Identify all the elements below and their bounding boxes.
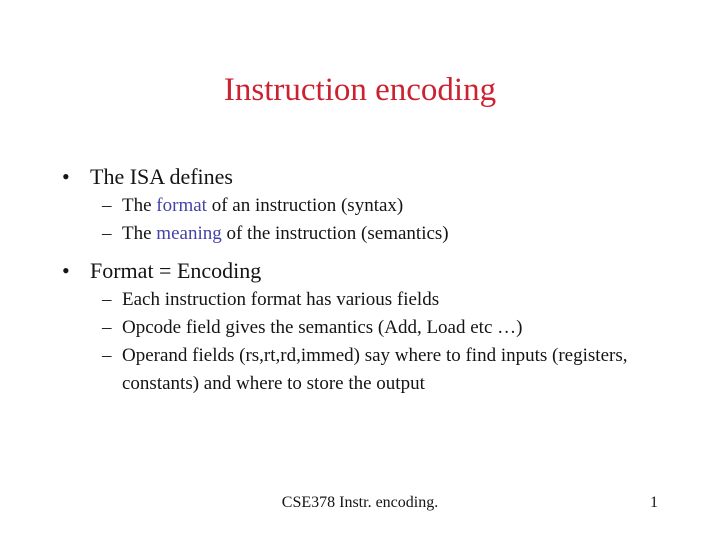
bullet-marker: • xyxy=(62,258,70,283)
dash-marker: – xyxy=(102,289,112,310)
bullet-text-pre: The xyxy=(122,195,157,216)
bullet-text-pre: The ISA defines xyxy=(90,164,233,189)
footer-text: CSE378 Instr. encoding. xyxy=(281,494,439,511)
dash-marker: – xyxy=(102,223,112,244)
bullet-text xyxy=(90,256,672,286)
bullet-text xyxy=(122,342,672,398)
dash-marker: – xyxy=(102,345,112,366)
bullet-text-pre: Opcode field gives the semantics (Add, Load etc …) xyxy=(122,317,523,338)
sub-bullet-item xyxy=(102,286,672,314)
bullet-text xyxy=(90,162,672,192)
bullet-item xyxy=(62,256,672,286)
slide-body xyxy=(62,162,672,398)
bullet-text-pre: The xyxy=(122,223,157,244)
bullet-marker: • xyxy=(62,164,70,189)
sub-bullet-item xyxy=(102,220,672,248)
dash-marker: – xyxy=(102,195,112,216)
dash-marker: – xyxy=(102,317,112,338)
bullet-text-post: of an instruction (syntax) xyxy=(206,195,404,216)
bullet-text-post: of the instruction (semantics) xyxy=(221,223,449,244)
bullet-text xyxy=(122,314,672,342)
highlighted-term: format xyxy=(156,195,207,216)
bullet-text-pre: Format = Encoding xyxy=(90,258,262,283)
bullet-text xyxy=(122,286,672,314)
bullet-text xyxy=(122,192,672,220)
bullet-text xyxy=(122,220,672,248)
sub-bullet-item xyxy=(102,314,672,342)
sub-bullet-item xyxy=(102,192,672,220)
bullet-text-pre: Each instruction format has various fields xyxy=(122,289,440,310)
bullet-item xyxy=(62,162,672,192)
highlighted-term: meaning xyxy=(156,223,222,244)
slide-title: Instruction encoding xyxy=(223,72,497,108)
sub-bullet-item xyxy=(102,342,672,398)
page-number: 1 xyxy=(650,494,658,511)
bullet-text-pre: Operand fields (rs,rt,rd,immed) say where to find inputs (registers, constants) and where to store the output xyxy=(122,345,628,394)
